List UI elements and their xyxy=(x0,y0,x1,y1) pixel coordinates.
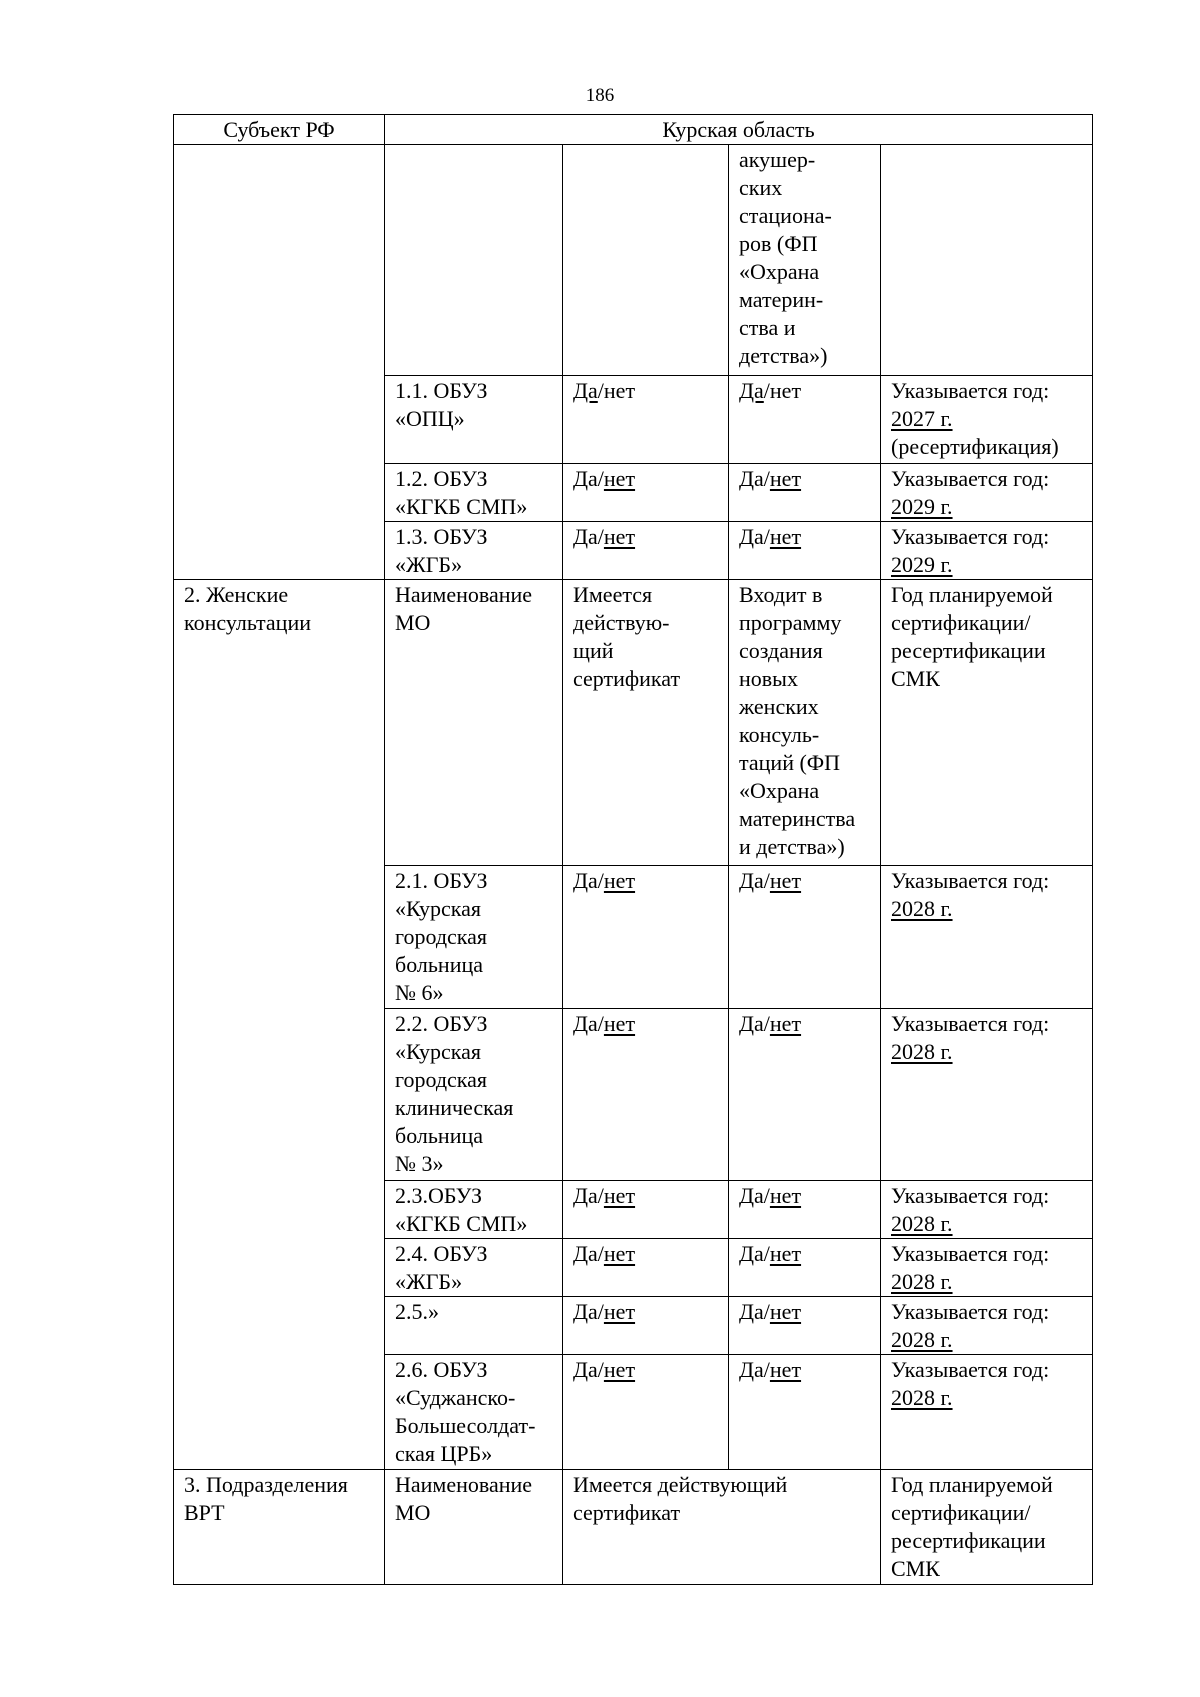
certificate-value: Да/нет xyxy=(563,1297,729,1355)
section1-continuation-row xyxy=(174,145,1093,376)
certification-year: Указывается год: 2029 г. xyxy=(881,464,1093,522)
program-value: Да/нет xyxy=(729,1355,881,1470)
certification-year: Указывается год: 2028 г. xyxy=(881,1009,1093,1181)
certificate-value: Да/нет xyxy=(563,1181,729,1239)
program-value: Да/нет xyxy=(729,376,881,464)
mo-name: 2.3.ОБУЗ «КГКБ СМП» xyxy=(385,1181,563,1239)
section3-title: 3. Подразделения ВРТ xyxy=(174,1470,385,1585)
certification-year: Указывается год: 2029 г. xyxy=(881,522,1093,580)
certificate-value: Да/нет xyxy=(563,464,729,522)
mo-name: 1.1. ОБУЗ «ОПЦ» xyxy=(385,376,563,464)
region-header: Курская область xyxy=(385,115,1093,145)
mo-name: 1.2. ОБУЗ «КГКБ СМП» xyxy=(385,464,563,522)
program-value: Да/нет xyxy=(729,1181,881,1239)
program-value: Да/нет xyxy=(729,1009,881,1181)
certificate-value: Да/нет xyxy=(563,522,729,580)
mo-name: 2.2. ОБУЗ «Курская городская клиническая больница № 3» xyxy=(385,1009,563,1181)
certificate-value: Да/нет xyxy=(563,866,729,1009)
col-header-year: Год планируемой сертификации/ ресертификации СМК xyxy=(881,580,1093,866)
col-header-certificate: Имеется действую- щий сертификат xyxy=(563,580,729,866)
program-value: Да/нет xyxy=(729,1239,881,1297)
certification-year: Указывается год: 2028 г. xyxy=(881,866,1093,1009)
certificate-value: Да/нет xyxy=(563,376,729,464)
mo-name: 2.6. ОБУЗ «Суджанско- Большесолдат- ская ЦРБ» xyxy=(385,1355,563,1470)
certificate-value: Да/нет xyxy=(563,1239,729,1297)
section3-header-row xyxy=(174,1470,1093,1585)
subject-header: Субъект РФ xyxy=(174,115,385,145)
mo-name: 2.1. ОБУЗ «Курская городская больница № 6» xyxy=(385,866,563,1009)
col-header-program: Входит в программу создания новых женских консуль- таций (ФП «Охрана материнства и детства») xyxy=(729,580,881,866)
section2-header-row xyxy=(174,580,1093,866)
program-value: Да/нет xyxy=(729,1297,881,1355)
col-header-name: Наименование МО xyxy=(385,580,563,866)
col-header-name: Наименование МО xyxy=(385,1470,563,1585)
program-value: Да/нет xyxy=(729,522,881,580)
mo-name: 2.5.» xyxy=(385,1297,563,1355)
section1-program-continuation: акушер- ских стациона- ров (ФП «Охрана материн- ства и детства») xyxy=(729,145,881,376)
mo-name: 1.3. ОБУЗ «ЖГБ» xyxy=(385,522,563,580)
section2-title: 2. Женские консультации xyxy=(174,580,385,1470)
certification-year: Указывается год: 2028 г. xyxy=(881,1181,1093,1239)
page-number: 186 xyxy=(585,85,615,106)
certificate-value: Да/нет xyxy=(563,1009,729,1181)
section1-title-cell xyxy=(174,145,385,580)
col-header-certificate: Имеется действующий сертификат xyxy=(563,1470,881,1585)
header-row xyxy=(174,115,1093,145)
mo-name: 2.4. ОБУЗ «ЖГБ» xyxy=(385,1239,563,1297)
certificate-value: Да/нет xyxy=(563,1355,729,1470)
certification-year: Указывается год: 2027 г. (ресертификация) xyxy=(881,376,1093,464)
certification-year: Указывается год: 2028 г. xyxy=(881,1355,1093,1470)
program-value: Да/нет xyxy=(729,464,881,522)
program-value: Да/нет xyxy=(729,866,881,1009)
certification-table xyxy=(173,114,1093,1585)
certification-year: Указывается год: 2028 г. xyxy=(881,1239,1093,1297)
col-header-year: Год планируемой сертификации/ ресертификации СМК xyxy=(881,1470,1093,1585)
certification-year: Указывается год: 2028 г. xyxy=(881,1297,1093,1355)
